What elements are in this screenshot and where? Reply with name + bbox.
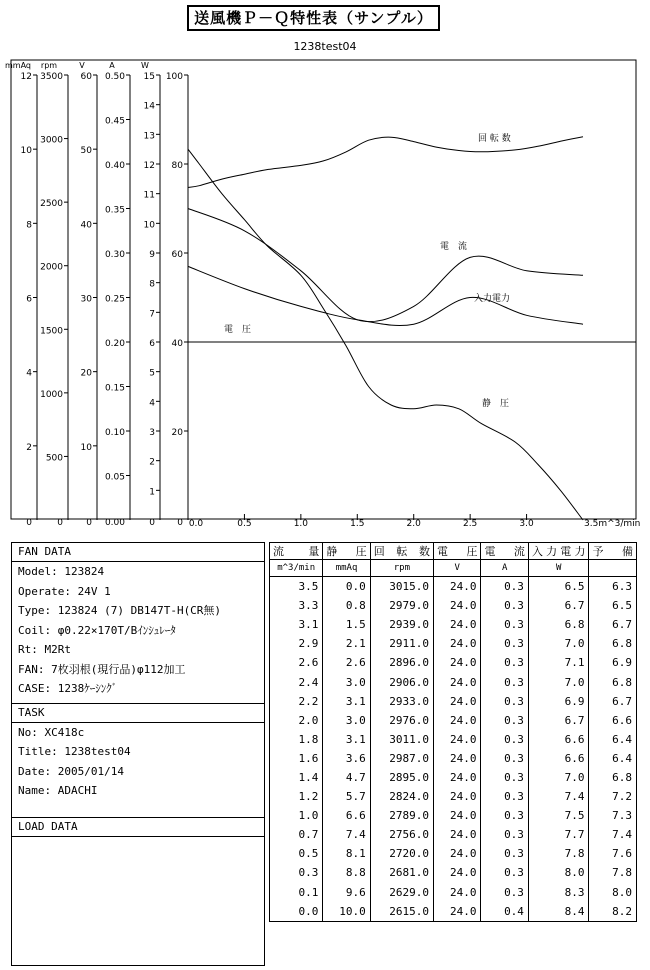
table-cell: 0.0: [270, 902, 323, 922]
x-axis-tick-label: 1.5: [350, 519, 365, 529]
axis-tick-label: 2: [26, 442, 32, 453]
table-cell: 0.3: [481, 672, 528, 691]
table-cell: 7.2: [589, 787, 637, 806]
table-cell: 2615.0: [370, 902, 433, 922]
table-cell: 0.3: [481, 615, 528, 634]
table-row: [270, 768, 637, 787]
table-cell: 24.0: [434, 653, 481, 672]
table-cell: 0.3: [481, 844, 528, 863]
table-cell: 7.4: [589, 825, 637, 844]
data-table: [269, 542, 637, 922]
table-cell: 6.5: [528, 577, 589, 597]
table-cell: 7.8: [528, 844, 589, 863]
column-unit: A: [481, 560, 528, 577]
table-cell: 7.4: [323, 825, 370, 844]
table-cell: 1.4: [270, 768, 323, 787]
table-cell: 24.0: [434, 672, 481, 691]
table-cell: 8.0: [528, 863, 589, 882]
table-cell: 2824.0: [370, 787, 433, 806]
table-cell: 8.8: [323, 863, 370, 882]
table-cell: 2911.0: [370, 634, 433, 653]
table-row: [270, 653, 637, 672]
axis-tick-label: 0.35: [104, 205, 125, 216]
axis-tick-label: 50: [80, 146, 92, 157]
table-cell: 0.3: [481, 825, 528, 844]
load-data-header: LOAD DATA: [12, 817, 264, 837]
axis-tick-label: 1: [149, 487, 155, 498]
table-cell: 0.3: [481, 692, 528, 711]
axis-tick-label: 0.50: [104, 72, 125, 82]
axis-tick-label: 4: [149, 398, 155, 409]
table-cell: 2.1: [323, 634, 370, 653]
series-label: 入力電力: [474, 294, 511, 304]
table-cell: 24.0: [434, 844, 481, 863]
table-cell: 6.7: [528, 596, 589, 615]
x-axis-tick-label: 1.0: [293, 519, 309, 529]
table-cell: 3015.0: [370, 577, 433, 597]
table-cell: 3.6: [323, 749, 370, 768]
axis-tick-label: 0.20: [104, 339, 125, 349]
table-cell: 2.2: [270, 692, 323, 711]
axis-unit-label: W: [141, 61, 149, 70]
axis-tick-label: 500: [45, 453, 63, 464]
table-row: [270, 692, 637, 711]
fan-data-line: Rt: M2Rt: [18, 643, 71, 656]
axis-tick-label: 0.40: [104, 161, 125, 171]
table-cell: 1.0: [270, 806, 323, 825]
axis-tick-label: 1000: [40, 389, 63, 400]
table-cell: 1.2: [270, 787, 323, 806]
axis-tick-label: 60: [80, 72, 92, 82]
column-header: 回 転 数: [370, 543, 433, 560]
fan-data-header: FAN DATA: [12, 543, 264, 562]
table-cell: 7.8: [589, 863, 637, 882]
table-cell: 3.1: [323, 692, 370, 711]
axis-unit-label: mmAq: [5, 61, 31, 70]
table-cell: 6.7: [589, 692, 637, 711]
axis-tick-label: 0.05: [104, 472, 125, 483]
table-cell: 0.3: [270, 863, 323, 882]
table-cell: 2681.0: [370, 863, 433, 882]
table-cell: 2987.0: [370, 749, 433, 768]
axis-tick-label: 0.10: [104, 428, 125, 438]
axis-tick-label: 7: [149, 309, 155, 320]
column-header: 静 圧: [323, 543, 370, 560]
table-cell: 0.3: [481, 806, 528, 825]
axis-tick-label: 0.25: [104, 294, 125, 305]
table-cell: 6.4: [589, 730, 637, 749]
axis-tick-label: 15: [143, 72, 155, 82]
x-axis-label: 3.5m^3/min: [584, 519, 641, 529]
table-cell: 0.3: [481, 787, 528, 806]
task-list: [12, 723, 264, 801]
table-cell: 7.5: [528, 806, 589, 825]
table-cell: 3.0: [323, 672, 370, 691]
series-label: 静 圧: [482, 399, 510, 409]
task-line: Name: ADACHI: [18, 784, 98, 797]
table-cell: 0.3: [481, 768, 528, 787]
table-cell: 24.0: [434, 615, 481, 634]
fan-data-line: Operate: 24V 1: [18, 584, 111, 598]
table-cell: 24.0: [434, 902, 481, 922]
axis-tick-label: 80: [171, 161, 183, 171]
axis-tick-label: 12: [20, 72, 32, 82]
axis-tick-label: 11: [143, 190, 155, 201]
table-cell: 7.3: [589, 806, 637, 825]
table-cell: 3011.0: [370, 730, 433, 749]
table-cell: 1.8: [270, 730, 323, 749]
table-cell: 7.7: [528, 825, 589, 844]
x-axis-tick-label: 2.0: [406, 519, 421, 529]
table-cell: 7.0: [528, 634, 589, 653]
axis-tick-label: 0.00: [104, 518, 125, 528]
table-row: [270, 806, 637, 825]
table-cell: 2.6: [323, 653, 370, 672]
fan-data-list: [12, 562, 264, 699]
axis-tick-label: 10: [143, 220, 155, 231]
column-unit: [589, 560, 637, 577]
table-cell: 5.7: [323, 787, 370, 806]
axis-tick-label: 0.30: [104, 250, 125, 260]
table-row: [270, 883, 637, 902]
axis-tick-label: 0.15: [104, 383, 125, 394]
table-cell: 0.3: [481, 577, 528, 597]
column-unit: m^3/min: [270, 560, 323, 577]
axis-tick-label: 10: [20, 146, 32, 157]
table-row: [270, 749, 637, 768]
table-row: [270, 844, 637, 863]
task-line: Date: 2005/01/14: [18, 764, 124, 778]
column-header: 入力電力: [528, 543, 589, 560]
table-cell: 24.0: [434, 730, 481, 749]
fan-data-line: Coil: φ0.22×170T/Bｲﾝｼｭﾚｰﾀ: [18, 623, 176, 637]
fan-data-line: Type: 123824 (7) DB147T-H(CR無): [18, 604, 222, 617]
axis-tick-label: 13: [143, 131, 155, 142]
table-cell: 7.0: [528, 768, 589, 787]
table-cell: 7.1: [528, 653, 589, 672]
table-cell: 6.3: [589, 577, 637, 597]
axis-tick-label: 8: [26, 220, 32, 231]
task-header: TASK: [12, 703, 264, 723]
axis-tick-label: 40: [80, 220, 92, 231]
current-curve: [188, 209, 583, 322]
axis-tick-label: 0: [57, 518, 63, 528]
axis-tick-label: 3000: [40, 135, 63, 146]
table-cell: 0.7: [270, 825, 323, 844]
axis-tick-label: 30: [80, 294, 92, 305]
table-row: [270, 615, 637, 634]
table-row: [270, 577, 637, 597]
table-cell: 0.8: [323, 596, 370, 615]
table-cell: 2.0: [270, 711, 323, 730]
table-cell: 6.8: [528, 615, 589, 634]
table-cell: 8.2: [589, 902, 637, 922]
table-cell: 0.1: [270, 883, 323, 902]
axis-tick-label: 20: [80, 368, 92, 379]
table-cell: 6.4: [589, 749, 637, 768]
task-line: Title: 1238test04: [18, 745, 131, 758]
x-axis-tick-label: 2.5: [462, 519, 478, 529]
axis-tick-label: 0: [26, 518, 32, 528]
table-cell: 2789.0: [370, 806, 433, 825]
table-cell: 0.3: [481, 711, 528, 730]
table-cell: 2.6: [270, 653, 323, 672]
axis-tick-label: 1500: [40, 326, 63, 337]
table-row: [270, 634, 637, 653]
chart-title: 1238test04: [293, 40, 357, 53]
power-curve: [188, 266, 583, 325]
table-cell: 6.9: [589, 653, 637, 672]
table-cell: 2756.0: [370, 825, 433, 844]
table-cell: 0.3: [481, 596, 528, 615]
table-cell: 6.6: [323, 806, 370, 825]
axis-tick-label: 4: [26, 368, 32, 379]
table-cell: 24.0: [434, 692, 481, 711]
table-cell: 2933.0: [370, 692, 433, 711]
x-axis-tick-label: 0.5: [237, 519, 252, 529]
table-cell: 4.7: [323, 768, 370, 787]
column-unit: W: [528, 560, 589, 577]
table-cell: 24.0: [434, 787, 481, 806]
table-cell: 24.0: [434, 806, 481, 825]
table-cell: 3.5: [270, 577, 323, 597]
table-cell: 24.0: [434, 825, 481, 844]
column-unit: V: [434, 560, 481, 577]
table-cell: 6.6: [528, 749, 589, 768]
axis-tick-label: 0: [149, 518, 155, 528]
table-cell: 6.6: [589, 711, 637, 730]
table-cell: 7.4: [528, 787, 589, 806]
table-row: [270, 672, 637, 691]
table-cell: 2720.0: [370, 844, 433, 863]
column-header: 予 備: [589, 543, 637, 560]
axis-unit-label: V: [79, 61, 85, 70]
table-cell: 0.3: [481, 730, 528, 749]
table-cell: 24.0: [434, 596, 481, 615]
table-cell: 2976.0: [370, 711, 433, 730]
table-row: [270, 863, 637, 882]
axis-unit-label: A: [109, 61, 115, 70]
axis-tick-label: 0.45: [104, 116, 125, 127]
table-row: [270, 825, 637, 844]
table-cell: 2939.0: [370, 615, 433, 634]
table-cell: 3.1: [270, 615, 323, 634]
table-cell: 9.6: [323, 883, 370, 902]
table-cell: 2.9: [270, 634, 323, 653]
x-axis-tick-label: 3.0: [519, 519, 534, 529]
series-label: 電 流: [440, 242, 468, 252]
axis-tick-label: 60: [171, 250, 183, 260]
axis-tick-label: 14: [143, 101, 155, 112]
axis-tick-label: 3: [149, 428, 155, 438]
table-cell: 0.4: [481, 902, 528, 922]
axis-tick-label: 10: [80, 442, 92, 453]
table-cell: 24.0: [434, 768, 481, 787]
task-line: No: XC418c: [18, 725, 85, 739]
axis-tick-label: 8: [149, 279, 155, 290]
table-cell: 6.8: [589, 672, 637, 691]
table-cell: 6.7: [528, 711, 589, 730]
column-header: 流 量: [270, 543, 323, 560]
table-cell: 0.0: [323, 577, 370, 597]
table-row: [270, 596, 637, 615]
table-cell: 6.6: [528, 730, 589, 749]
info-panel: [11, 542, 265, 966]
column-header: 電 流: [481, 543, 528, 560]
page-title: 送風機Ｐ－Ｑ特性表（サンプル）: [187, 5, 440, 31]
table-cell: 3.0: [323, 711, 370, 730]
table-cell: 2979.0: [370, 596, 433, 615]
table-cell: 24.0: [434, 577, 481, 597]
table-cell: 24.0: [434, 883, 481, 902]
table-cell: 6.7: [589, 615, 637, 634]
table-cell: 0.3: [481, 634, 528, 653]
axis-tick-label: 5: [149, 368, 155, 379]
table-cell: 0.5: [270, 844, 323, 863]
table-cell: 8.0: [589, 883, 637, 902]
table-cell: 2895.0: [370, 768, 433, 787]
table-cell: 2896.0: [370, 653, 433, 672]
chart-frame: [11, 60, 636, 519]
column-unit: mmAq: [323, 560, 370, 577]
table-cell: 3.3: [270, 596, 323, 615]
table-cell: 3.1: [323, 730, 370, 749]
fan-data-line: Model: 123824: [18, 565, 105, 578]
table-row: [270, 711, 637, 730]
axis-tick-label: 2000: [40, 262, 63, 273]
axis-tick-label: 20: [171, 428, 183, 438]
table-cell: 0.3: [481, 749, 528, 768]
axis-tick-label: 12: [143, 161, 155, 171]
table-cell: 6.9: [528, 692, 589, 711]
table-cell: 7.6: [589, 844, 637, 863]
table-cell: 7.0: [528, 672, 589, 691]
table-cell: 0.3: [481, 883, 528, 902]
axis-tick-label: 0: [177, 518, 183, 528]
table-cell: 8.4: [528, 902, 589, 922]
rpm-curve: [188, 137, 583, 188]
table-cell: 6.8: [589, 768, 637, 787]
table-cell: 24.0: [434, 863, 481, 882]
table-row: [270, 787, 637, 806]
table-cell: 2629.0: [370, 883, 433, 902]
table-cell: 24.0: [434, 749, 481, 768]
table-cell: 2.4: [270, 672, 323, 691]
table-cell: 8.1: [323, 844, 370, 863]
table-cell: 0.3: [481, 863, 528, 882]
table-cell: 10.0: [323, 902, 370, 922]
table-cell: 6.8: [589, 634, 637, 653]
table-cell: 8.3: [528, 883, 589, 902]
table-cell: 1.5: [323, 615, 370, 634]
axis-tick-label: 100: [165, 72, 183, 82]
axis-tick-label: 9: [149, 250, 155, 260]
table-cell: 24.0: [434, 711, 481, 730]
fan-data-line: CASE: 1238ｹｰｼﾝｸﾞ: [18, 682, 118, 695]
table-row: [270, 902, 637, 922]
column-header: 電 圧: [434, 543, 481, 560]
fan-data-line: FAN: 7枚羽根(現行品)φ112加工: [18, 662, 186, 676]
table-row: [270, 730, 637, 749]
table-cell: 2906.0: [370, 672, 433, 691]
axis-tick-label: 2: [149, 457, 155, 468]
column-unit: rpm: [370, 560, 433, 577]
axis-unit-label: rpm: [40, 61, 58, 70]
series-label: 回 転 数: [478, 134, 511, 144]
axis-tick-label: 3500: [40, 72, 63, 82]
x-axis-tick-label: 0.0: [188, 519, 204, 529]
axis-tick-label: 40: [171, 339, 183, 349]
axis-tick-label: 0: [86, 518, 92, 528]
axis-tick-label: 2500: [40, 199, 63, 210]
table-cell: 24.0: [434, 634, 481, 653]
table-cell: 0.3: [481, 653, 528, 672]
axis-tick-label: 6: [149, 339, 155, 349]
series-label: 電 圧: [224, 325, 252, 335]
table-cell: 1.6: [270, 749, 323, 768]
table-cell: 6.5: [589, 596, 637, 615]
axis-tick-label: 6: [26, 294, 32, 305]
